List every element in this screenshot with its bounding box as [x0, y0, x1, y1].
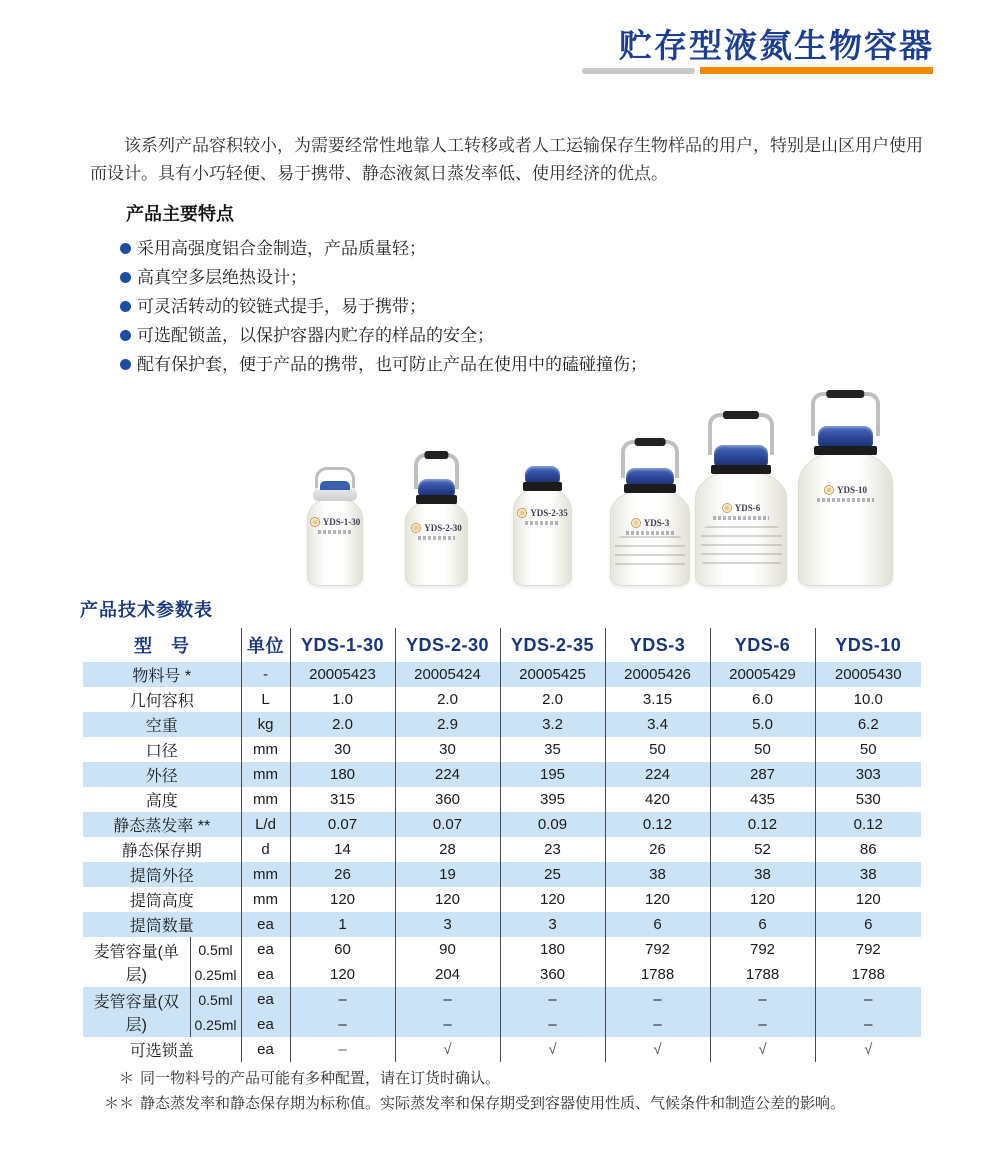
- value-cell: 792: [605, 937, 710, 962]
- value-cell: 287: [710, 762, 815, 787]
- value-cell: 204: [395, 962, 500, 987]
- value-cell: 6: [710, 912, 815, 937]
- value-cell: 2.0: [290, 712, 395, 737]
- value-cell: 10.0: [815, 687, 921, 712]
- value-cell: –: [290, 1012, 395, 1037]
- bottle-body: [695, 471, 787, 586]
- value-cell: 50: [605, 737, 710, 762]
- table-row-straw-double-05: [83, 987, 921, 1012]
- value-cell: –: [815, 987, 921, 1012]
- bottle-label: [517, 508, 568, 518]
- group-row-label: 麦管容量(双层): [83, 987, 190, 1037]
- brand-logo-icon: [411, 523, 421, 533]
- bullet-icon: [120, 330, 131, 341]
- bottle-label: [824, 485, 867, 495]
- value-cell: 3.2: [500, 712, 605, 737]
- table-row-evaporation-rate: [83, 812, 921, 837]
- intro-paragraph: 该系列产品容积较小，为需要经常性地靠人工转移或者人工运输保存生物样品的用户，特别是山区用户使用而设计。具有小巧轻便、易于携带、静态液氮日蒸发率低、使用经济的优点。: [90, 136, 923, 183]
- value-cell: 20005429: [710, 662, 815, 687]
- value-cell: 6: [815, 912, 921, 937]
- sub-row-label: 0.25ml: [190, 1012, 241, 1037]
- value-cell: 0.07: [395, 812, 500, 837]
- value-cell: 38: [815, 862, 921, 887]
- table-row-material-no: [83, 662, 921, 687]
- value-cell: 120: [290, 962, 395, 987]
- page-title: 贮存型液氮生物容器: [619, 27, 934, 64]
- value-cell: 1788: [815, 962, 921, 987]
- row-label: 静态保存期: [121, 843, 202, 860]
- handle-grip: [723, 411, 759, 419]
- table-row-straw-single-05: [83, 937, 921, 962]
- value-cell: –: [500, 1012, 605, 1037]
- col-header-yds-2-35: YDS-2-35: [500, 628, 605, 662]
- value-cell: 52: [710, 837, 815, 862]
- bottle-body: [513, 488, 572, 586]
- bottle-model-text: YDS-1-30: [322, 517, 361, 528]
- bottle-tagline: [626, 531, 674, 535]
- bottle-cap-ring: [711, 465, 772, 474]
- value-cell: 303: [815, 762, 921, 787]
- unit-cell: kg: [241, 712, 290, 737]
- value-cell: 19: [395, 862, 500, 887]
- product-bottle-yds-10: [798, 392, 893, 586]
- brand-logo-icon: [517, 508, 527, 518]
- value-cell: 1788: [710, 962, 815, 987]
- handle-grip: [635, 438, 666, 446]
- value-cell: 3: [395, 912, 500, 937]
- unit-cell: d: [241, 837, 290, 862]
- value-cell: 30: [290, 737, 395, 762]
- feature-item: [120, 263, 820, 292]
- value-cell: 26: [290, 862, 395, 887]
- value-cell: 120: [500, 887, 605, 912]
- col-header-model: 型 号: [134, 636, 190, 656]
- value-cell: 3.15: [605, 687, 710, 712]
- unit-cell: mm: [241, 887, 290, 912]
- footnote-1: [98, 1066, 958, 1091]
- unit-cell: mm: [241, 787, 290, 812]
- bottle-model-text: YDS-6: [734, 502, 761, 513]
- value-cell: √: [605, 1037, 710, 1062]
- handle-grip: [827, 390, 864, 398]
- value-cell: 23: [500, 837, 605, 862]
- brand-logo-icon: [824, 485, 834, 495]
- unit-cell: L: [241, 687, 290, 712]
- value-cell: 120: [815, 887, 921, 912]
- feature-item: [120, 234, 820, 263]
- unit-cell: -: [241, 662, 290, 687]
- value-cell: 26: [605, 837, 710, 862]
- feature-item: [120, 321, 820, 350]
- value-cell: 6: [605, 912, 710, 937]
- sub-row-label: 0.5ml: [190, 987, 241, 1012]
- bottle-label: [631, 518, 670, 528]
- bottle-tagline: [525, 521, 560, 525]
- brand-logo-icon: [722, 503, 732, 513]
- bottle-ribs: [701, 526, 782, 567]
- value-cell: –: [710, 987, 815, 1012]
- bottle-tagline: [713, 516, 769, 520]
- table-row-canister-diameter: [83, 862, 921, 887]
- table-row-lockable-lid: [83, 1037, 921, 1062]
- value-cell: 20005425: [500, 662, 605, 687]
- product-bottle-yds-2-35: [513, 466, 572, 586]
- footnote-marker: ＊＊: [103, 1095, 134, 1112]
- unit-cell: ea: [241, 1037, 290, 1062]
- table-row-outer-diameter: [83, 762, 921, 787]
- unit-cell: ea: [241, 962, 290, 987]
- value-cell: 180: [290, 762, 395, 787]
- bullet-icon: [120, 301, 131, 312]
- value-cell: 38: [710, 862, 815, 887]
- spec-table: [83, 628, 921, 1062]
- value-cell: 2.9: [395, 712, 500, 737]
- bullet-icon: [120, 359, 131, 370]
- value-cell: 20005430: [815, 662, 921, 687]
- bottle-tagline: [817, 498, 875, 502]
- footnote-text: 静态蒸发率和静态保存期为标称值。实际蒸发率和保存期受到容器使用性质、气候条件和制造公差的影响。: [140, 1095, 846, 1112]
- value-cell: –: [290, 987, 395, 1012]
- value-cell: –: [395, 1012, 500, 1037]
- bottle-cap-ring: [523, 482, 562, 491]
- feature-item: [120, 350, 820, 379]
- value-cell: 792: [710, 937, 815, 962]
- table-row-empty-weight: [83, 712, 921, 737]
- bullet-icon: [120, 243, 131, 254]
- value-cell: 120: [605, 887, 710, 912]
- value-cell: 3.4: [605, 712, 710, 737]
- value-cell: –: [290, 1037, 395, 1062]
- feature-text: 高真空多层绝热设计；: [137, 268, 307, 287]
- bottle-body: [405, 501, 468, 586]
- feature-text: 可灵活转动的铰链式提手，易于携带；: [137, 297, 426, 316]
- value-cell: 50: [815, 737, 921, 762]
- value-cell: 90: [395, 937, 500, 962]
- value-cell: 792: [815, 937, 921, 962]
- col-header-yds-6: YDS-6: [710, 628, 815, 662]
- bottle-label: [310, 517, 361, 527]
- bottle-cap: [818, 426, 873, 448]
- value-cell: 20005426: [605, 662, 710, 687]
- value-cell: 3: [500, 912, 605, 937]
- value-cell: –: [605, 987, 710, 1012]
- unit-cell: ea: [241, 1012, 290, 1037]
- value-cell: 0.12: [605, 812, 710, 837]
- value-cell: 35: [500, 737, 605, 762]
- value-cell: √: [395, 1037, 500, 1062]
- value-cell: 395: [500, 787, 605, 812]
- feature-item: [120, 292, 820, 321]
- value-cell: 20005423: [290, 662, 395, 687]
- row-label: 口径: [145, 743, 178, 760]
- table-header-row: [83, 628, 921, 662]
- value-cell: 2.0: [395, 687, 500, 712]
- feature-text: 采用高强度铝合金制造，产品质量轻；: [137, 239, 426, 258]
- value-cell: 224: [395, 762, 500, 787]
- product-bottle-yds-1-30: [307, 467, 363, 586]
- table-row-height: [83, 787, 921, 812]
- value-cell: 86: [815, 837, 921, 862]
- title-rule-orange: [700, 67, 933, 74]
- unit-cell: mm: [241, 762, 290, 787]
- row-label: 提筒数量: [83, 912, 241, 937]
- value-cell: 0.09: [500, 812, 605, 837]
- table-row-holding-time: [83, 837, 921, 862]
- value-cell: 435: [710, 787, 815, 812]
- brand-logo-icon: [310, 517, 320, 527]
- sub-row-label: 0.5ml: [190, 937, 241, 962]
- features-section: [120, 200, 820, 379]
- col-header-yds-2-30: YDS-2-30: [395, 628, 500, 662]
- bottle-body: [610, 490, 690, 586]
- bottle-model-text: YDS-3: [643, 517, 670, 528]
- brand-logo-icon: [631, 518, 641, 528]
- value-cell: 38: [605, 862, 710, 887]
- bottle-body: [307, 498, 363, 586]
- table-row-straw-single-025: [83, 962, 921, 987]
- unit-cell: ea: [241, 987, 290, 1012]
- value-cell: 6.0: [710, 687, 815, 712]
- unit-cell: L/d: [241, 812, 290, 837]
- feature-text: 配有保护套，便于产品的携带，也可防止产品在使用中的磕碰撞伤；: [137, 355, 647, 374]
- table-row-canister-height: [83, 887, 921, 912]
- product-image-row: [0, 388, 990, 590]
- col-header-yds-3: YDS-3: [605, 628, 710, 662]
- value-cell: √: [710, 1037, 815, 1062]
- table-row-neck-diameter: [83, 737, 921, 762]
- value-cell: 5.0: [710, 712, 815, 737]
- value-cell: 224: [605, 762, 710, 787]
- value-cell: –: [500, 987, 605, 1012]
- value-cell: 14: [290, 837, 395, 862]
- row-label: 可选锁盖: [129, 1043, 194, 1060]
- feature-text: 可选配锁盖，以保护容器内贮存的样品的安全；: [137, 326, 494, 345]
- table-row-volume: [83, 687, 921, 712]
- value-cell: 1.0: [290, 687, 395, 712]
- value-cell: √: [500, 1037, 605, 1062]
- value-cell: 0.12: [815, 812, 921, 837]
- bullet-icon: [120, 272, 131, 283]
- bottle-cap-ring: [814, 446, 877, 455]
- bottle-label: [722, 503, 761, 513]
- unit-cell: ea: [241, 937, 290, 962]
- bottle-label: [411, 523, 462, 533]
- unit-cell: mm: [241, 737, 290, 762]
- bottle-ribs: [615, 536, 685, 570]
- value-cell: 0.07: [290, 812, 395, 837]
- value-cell: 25: [500, 862, 605, 887]
- value-cell: 30: [395, 737, 500, 762]
- value-cell: 315: [290, 787, 395, 812]
- value-cell: –: [710, 1012, 815, 1037]
- bottle-model-text: YDS-2-30: [424, 522, 462, 533]
- value-cell: 1788: [605, 962, 710, 987]
- value-cell: 28: [395, 837, 500, 862]
- bottle-body: [798, 452, 893, 586]
- table-row-straw-double-025: [83, 1012, 921, 1037]
- value-cell: 6.2: [815, 712, 921, 737]
- bottle-tagline: [318, 530, 351, 534]
- value-cell: 120: [710, 887, 815, 912]
- value-cell: 420: [605, 787, 710, 812]
- value-cell: 120: [290, 887, 395, 912]
- value-cell: √: [815, 1037, 921, 1062]
- col-header-yds-10: YDS-10: [815, 628, 921, 662]
- value-cell: 2.0: [500, 687, 605, 712]
- footnote-marker: ＊: [118, 1070, 134, 1087]
- value-cell: 530: [815, 787, 921, 812]
- product-bottle-yds-2-30: [405, 453, 468, 586]
- row-label: 外径: [83, 762, 241, 787]
- product-bottle-yds-6: [695, 413, 787, 586]
- bottle-cap-ring: [416, 495, 458, 504]
- footnotes: [98, 1066, 958, 1116]
- row-label: 静态蒸发率 **: [83, 812, 241, 837]
- value-cell: –: [815, 1012, 921, 1037]
- bottle-tagline: [418, 536, 456, 540]
- value-cell: 360: [395, 787, 500, 812]
- group-row-label: 麦管容量(单层): [93, 944, 179, 984]
- col-header-unit: 单位: [241, 628, 290, 662]
- bottle-cap-ring: [624, 484, 677, 493]
- value-cell: 1: [290, 912, 395, 937]
- value-cell: 0.12: [710, 812, 815, 837]
- sub-row-label: 0.25ml: [190, 962, 241, 987]
- bottle-model-text: YDS-10: [836, 484, 867, 495]
- value-cell: 50: [710, 737, 815, 762]
- handle-grip: [425, 451, 448, 459]
- table-row-canister-count: [83, 912, 921, 937]
- table-title: 产品技术参数表: [80, 600, 213, 620]
- value-cell: –: [395, 987, 500, 1012]
- row-label: 提筒外径: [83, 862, 241, 887]
- unit-cell: ea: [241, 912, 290, 937]
- row-label: 几何容积: [129, 693, 194, 710]
- value-cell: 360: [500, 962, 605, 987]
- footnote-2: [98, 1091, 958, 1116]
- footnote-text: 同一物料号的产品可能有多种配置，请在订货时确认。: [140, 1070, 501, 1087]
- row-label: 高度: [145, 793, 178, 810]
- value-cell: 60: [290, 937, 395, 962]
- col-header-yds-1-30: YDS-1-30: [290, 628, 395, 662]
- features-heading: 产品主要特点: [126, 204, 234, 224]
- bottle-model-text: YDS-2-35: [530, 508, 568, 519]
- value-cell: 20005424: [395, 662, 500, 687]
- row-label: 物料号 *: [83, 662, 241, 687]
- value-cell: 120: [395, 887, 500, 912]
- value-cell: –: [605, 1012, 710, 1037]
- value-cell: 195: [500, 762, 605, 787]
- bottle-cap: [714, 445, 767, 467]
- product-bottle-yds-3: [610, 440, 690, 586]
- bottle-cap: [320, 481, 349, 490]
- row-label: 空重: [83, 712, 241, 737]
- unit-cell: mm: [241, 862, 290, 887]
- row-label: 提筒高度: [129, 893, 194, 910]
- value-cell: 180: [500, 937, 605, 962]
- title-rule-gray: [582, 68, 695, 74]
